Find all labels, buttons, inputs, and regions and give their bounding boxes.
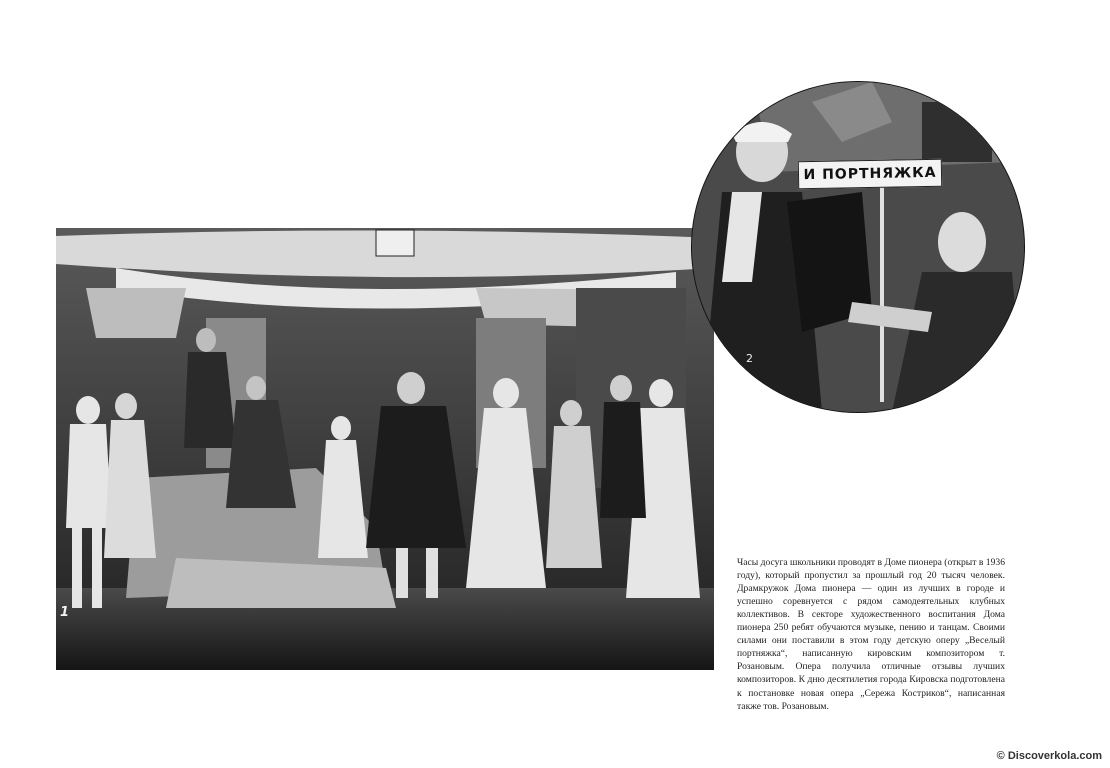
site-watermark: © Discoverkola.com (996, 750, 1102, 762)
tailor-scene-photo (692, 82, 1024, 412)
stage-photo-drawing (56, 228, 714, 670)
photo-number-2: 2 (746, 352, 753, 365)
stage-performance-photo (56, 228, 714, 670)
sign-board: И ПОРТНЯЖКА (798, 159, 942, 190)
photo-number-1: 1 (60, 605, 70, 620)
caption-text: Часы досуга школьники проводят в Доме пионера (открыт в 1936 году), который пропустил за прошлый год 20 тысяч человек. Драмкружок Дома пионера — один из лучших в городе и успешно соревнуется с рядом самодеятельных клубных коллективов. В секторе художественного воспитания Дома пионера 250 ребят обучаются музыке, пению и танцам. Своими силами они поставили в этом году детскую оперу „Веселый портняжка“, написанную кировским композитором т. Розановым. Опера получила отличные отзывы лучших композиторов. К дню десятилетия города Кировска подготовлена к постановке новая опера „Сережа Костриков“, написанная также тов. Розановым. (737, 556, 1005, 712)
circle-photo-drawing (692, 82, 1024, 412)
